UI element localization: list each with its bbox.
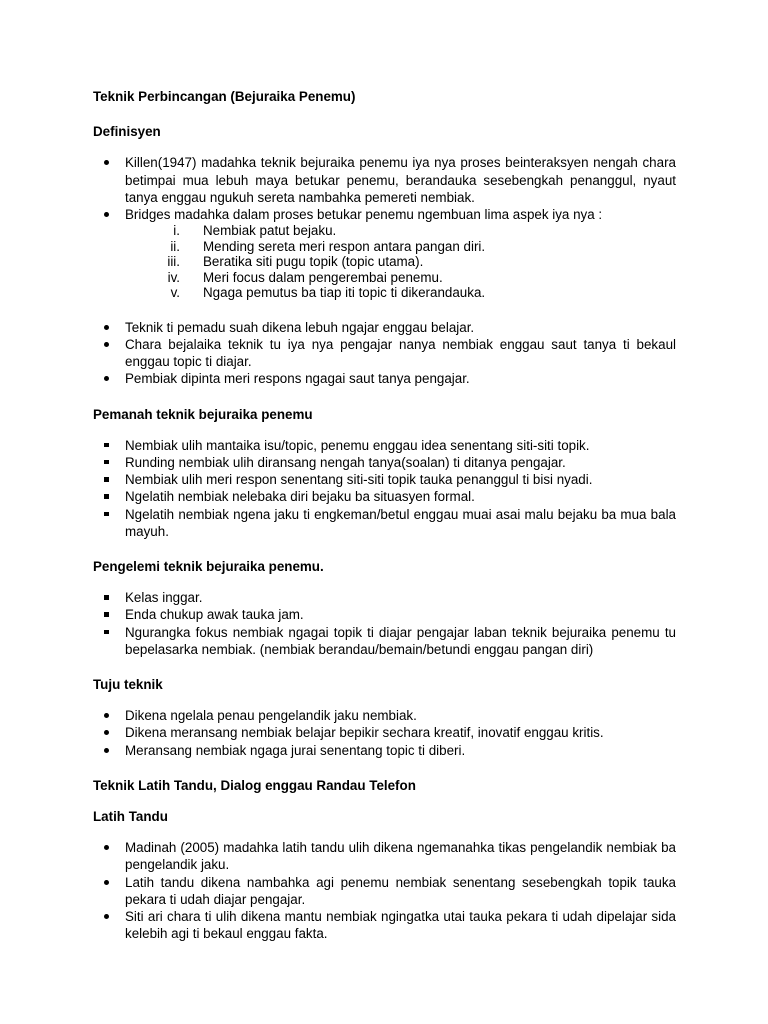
aspek-text: Nembiak patut bejaku. [203, 223, 337, 239]
list-item: Kelas inggar. [93, 589, 676, 606]
document-body [93, 88, 676, 942]
pengelemi-list [93, 589, 676, 658]
aspek-number: v. [170, 285, 180, 301]
pemanah-list [93, 437, 676, 540]
section-heading-pengelemi: Pengelemi teknik bejuraika penemu. [93, 558, 324, 574]
aspek-item [125, 239, 676, 255]
spacer [93, 540, 676, 558]
list-item: Ngurangka fokus nembiak ngagai topik ti diajar pengajar laban teknik bejuraika penemu tu bepelasarka nembiak. (nembiak berandau/bemain/betundi enggau pangan diri) [93, 624, 676, 658]
list-item: Pembiak dipinta meri respons ngagai saut tanya pengajar. [93, 370, 676, 387]
aspek-list [125, 223, 676, 301]
aspek-text: Meri focus dalam pengerembai penemu. [203, 269, 443, 285]
list-item: Dikena meransang nembiak belajar bepikir sechara kreatif, inovatif enggau kritis. [93, 724, 676, 741]
list-item: Teknik ti pemadu suah dikena lebuh ngajar enggau belajar. [93, 319, 676, 336]
list-item: Runding nembiak ulih diransang nengah tanya(soalan) ti ditanya pengajar. [93, 454, 676, 471]
section-heading-tuju: Tuju teknik [93, 676, 163, 692]
list-item: Madinah (2005) madahka latih tandu ulih dikena ngemanahka tikas pengelandik nembiak ba pengelandik jaku. [93, 839, 676, 873]
list-item [93, 206, 676, 301]
section-heading-pemanah: Pemanah teknik bejuraika penemu [93, 406, 313, 422]
aspek-number: i. [173, 223, 180, 239]
aspek-item [125, 254, 676, 270]
aspek-number: iv. [167, 269, 180, 285]
spacer [93, 759, 676, 777]
list-item: Nembiak ulih mantaika isu/topic, penemu enggau idea senentang siti-siti topik. [93, 437, 676, 454]
document-title: Teknik Perbincangan (Bejuraika Penemu) [93, 89, 356, 104]
list-item: Siti ari chara ti ulih dikena mantu nembiak ngingatka utai tauka pekara ti udah dipelajar sida kelebih agi ti bekaul enggau fakta. [93, 908, 676, 942]
section-heading-definisyen: Definisyen [93, 124, 161, 140]
aspek-text: Beratika siti pugu topik (topic utama). [203, 254, 424, 270]
aspek-number: ii. [170, 238, 180, 254]
list-item: Nembiak ulih meri respon senentang siti-siti topik tauka penanggul ti bisi nyadi. [93, 471, 676, 488]
tuju-list [93, 707, 676, 759]
list-item: Enda chukup awak tauka jam. [93, 606, 676, 623]
document-title-2: Teknik Latih Tandu, Dialog enggau Randau Telefon [93, 777, 416, 793]
list-item: Meransang nembiak ngaga jurai senentang topic ti diberi. [93, 742, 676, 759]
aspek-item [125, 270, 676, 286]
definisyen-list [93, 154, 676, 300]
spacer [93, 301, 676, 319]
list-item: Killen(1947) madahka teknik bejuraika penemu iya nya proses beinteraksyen nengah chara betimpai mua lebuh maya betukar penemu, berandauka sesebengkah penanggul, nyaut tanya enggau ngukuh sereta nambahka pemereti nembiak. [93, 154, 676, 206]
aspek-item [125, 223, 676, 239]
spacer [93, 658, 676, 676]
list-item: Dikena ngelala penau pengelandik jaku nembiak. [93, 707, 676, 724]
section-heading-latih-tandu: Latih Tandu [93, 808, 168, 824]
list-item: Ngelatih nembiak nelebaka diri bejaku ba situasyen formal. [93, 488, 676, 505]
list-item: Latih tandu dikena nambahka agi penemu nembiak senentang sesebengkah topik tauka pekara ti udah diajar pengajar. [93, 874, 676, 908]
aspek-text: Mending sereta meri respon antara pangan diri. [203, 238, 486, 254]
list-item: Ngelatih nembiak ngena jaku ti engkeman/betul enggau muai asai malu bejaku ba mua bala mayuh. [93, 506, 676, 540]
aspek-number: iii. [167, 254, 180, 270]
aspek-text: Ngaga pemutus ba tiap iti topic ti dikerandauka. [203, 285, 486, 301]
aspek-item [125, 285, 676, 301]
spacer [93, 388, 676, 406]
list-item: Chara bejalaika teknik tu iya nya pengajar nanya nembiak enggau saut tanya ti bekaul enggau topic ti diajar. [93, 336, 676, 370]
definisyen-list-2 [93, 319, 676, 388]
list-item-text: Bridges madahka dalam proses betukar penemu ngembuan lima aspek iya nya : [125, 207, 603, 223]
latih-tandu-list [93, 839, 676, 942]
